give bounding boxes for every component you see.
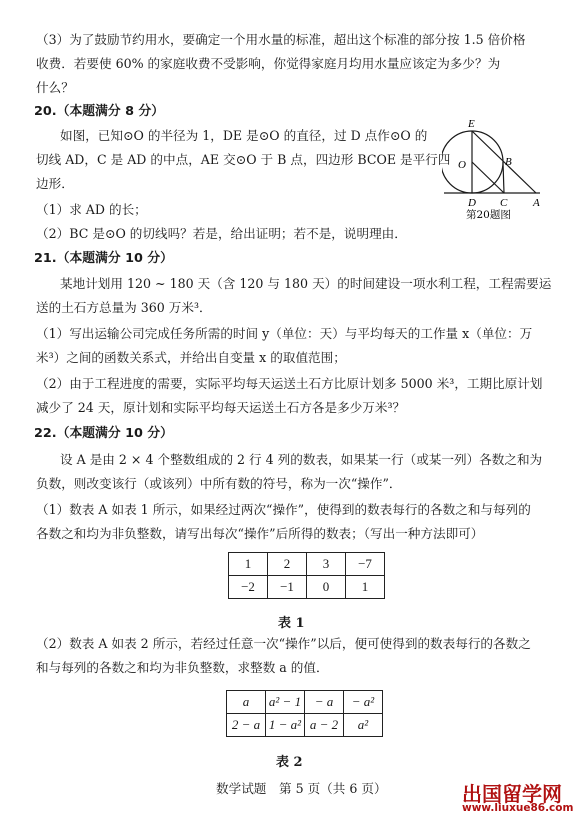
label-a: A bbox=[533, 197, 540, 209]
table-cell: a² bbox=[344, 714, 383, 737]
q21-part2-line1: （2）由于工程进度的需要，实际平均每天运送土石方比原计划多 5000 米³，工期比原计划 bbox=[36, 376, 543, 391]
q22-heading: 22.（本题满分 10 分） bbox=[34, 426, 173, 441]
page-footer: 数学试题 第 5 页（共 6 页） bbox=[216, 781, 387, 796]
q20-heading: 20.（本题满分 8 分） bbox=[34, 104, 165, 119]
segment-bc bbox=[503, 162, 504, 193]
table-cell: 1 − a² bbox=[266, 714, 305, 737]
q21-heading: 21.（本题满分 10 分） bbox=[34, 251, 173, 266]
q19-part3-line2: 收费．若要使 60% 的家庭收费不受影响，你觉得家庭月均用水量应该定为多少？为 bbox=[36, 56, 501, 71]
label-b: B bbox=[505, 156, 512, 168]
q20-line2: 切线 AD，C 是 AD 的中点，AE 交⊙O 于 B 点，四边形 BCOE 是平行四 bbox=[36, 152, 451, 167]
label-o: O bbox=[458, 159, 466, 171]
label-d: D bbox=[468, 197, 476, 209]
table-row bbox=[227, 691, 383, 714]
q20-part2: （2）BC 是⊙O 的切线吗？若是，给出证明；若不是，说明理由． bbox=[36, 226, 407, 241]
table-cell: 2 bbox=[268, 553, 307, 576]
table-cell: −7 bbox=[346, 553, 385, 576]
q21-part1-line2: 米³）之间的函数关系式，并给出自变量 x 的取值范围； bbox=[36, 350, 346, 365]
table-1 bbox=[228, 552, 385, 599]
table-cell: a² − 1 bbox=[266, 691, 305, 714]
table-cell: − a² bbox=[344, 691, 383, 714]
q20-part1: （1）求 AD 的长； bbox=[36, 202, 147, 217]
q20-line1: 如图，已知⊙O 的半径为 1，DE 是⊙O 的直径，过 D 点作⊙O 的 bbox=[60, 128, 428, 143]
q22-part2-line1: （2）数表 A 如表 2 所示，若经过任意一次“操作”以后，便可使得到的数表每行的各数之 bbox=[36, 636, 531, 651]
table-row bbox=[227, 714, 383, 737]
table-1-caption: 表 1 bbox=[278, 616, 305, 631]
table-cell: 3 bbox=[307, 553, 346, 576]
q21-part2-line2: 减少了 24 天，原计划和实际平均每天运送土石方各是多少万米³？ bbox=[36, 400, 406, 415]
table-cell: −1 bbox=[268, 576, 307, 599]
q22-line1: 设 A 是由 2 × 4 个整数组成的 2 行 4 列的数表，如果某一行（或某一列）各数之和为 bbox=[60, 452, 543, 467]
table-cell: 2 − a bbox=[227, 714, 266, 737]
q22-line2: 负数，则改变该行（或该列）中所有数的符号，称为一次“操作”． bbox=[36, 476, 402, 491]
label-c: C bbox=[500, 197, 508, 209]
table-cell: −2 bbox=[229, 576, 268, 599]
q22-part1-line1: （1）数表 A 如表 1 所示，如果经过两次“操作”，使得到的数表每行的各数之和与每列的 bbox=[36, 502, 531, 517]
table-cell: a − 2 bbox=[305, 714, 344, 737]
table-cell: 1 bbox=[346, 576, 385, 599]
watermark-brand: 出国留学网 bbox=[462, 782, 562, 806]
q22-part1-line2: 各数之和均为非负整数，请写出每次“操作”后所得的数表；（写出一种方法即可） bbox=[36, 526, 484, 541]
table-row bbox=[229, 553, 385, 576]
q19-part3-line3: 什么？ bbox=[36, 80, 74, 95]
table-cell: 0 bbox=[307, 576, 346, 599]
table-2-caption: 表 2 bbox=[276, 755, 303, 770]
watermark-url: www.liuxue86.com bbox=[462, 802, 574, 814]
q20-line3: 边形． bbox=[36, 176, 74, 191]
table-cell: − a bbox=[305, 691, 344, 714]
label-e: E bbox=[468, 118, 475, 130]
table-row bbox=[229, 576, 385, 599]
q20-figure bbox=[442, 108, 552, 220]
table-cell: a bbox=[227, 691, 266, 714]
table-2 bbox=[226, 690, 383, 737]
figure-caption: 第20题图 bbox=[466, 209, 511, 220]
table-cell: 1 bbox=[229, 553, 268, 576]
q22-part2-line2: 和与每列的各数之和均为非负整数，求整数 a 的值． bbox=[36, 660, 329, 675]
q21-part1-line1: （1）写出运输公司完成任务所需的时间 y（单位：天）与平均每天的工作量 x（单位：万 bbox=[36, 326, 533, 341]
q21-line1: 某地计划用 120 ~ 180 天（含 120 与 180 天）的时间建设一项水利工程，工程需要运 bbox=[60, 276, 552, 291]
q21-line2: 送的土石方总量为 360 万米³． bbox=[36, 300, 212, 315]
q19-part3-line1: （3）为了鼓励节约用水，要确定一个用水量的标准，超出这个标准的部分按 1.5 倍价格 bbox=[36, 32, 526, 47]
